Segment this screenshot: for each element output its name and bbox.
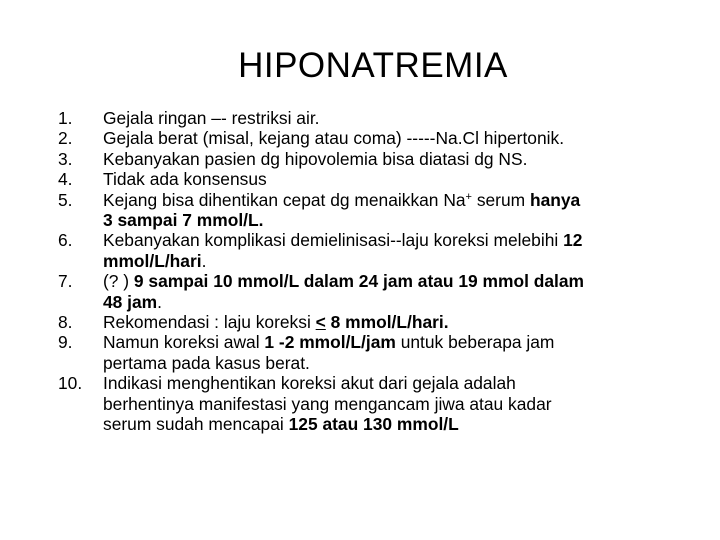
list-item-line xyxy=(103,292,698,312)
text-segment: . xyxy=(157,291,162,312)
list-item-line xyxy=(103,353,698,373)
text-segment: 3 sampai 7 mmol/L. xyxy=(103,210,264,231)
numbered-list xyxy=(58,108,698,435)
text-segment: 125 atau 130 mmol/L xyxy=(288,414,459,435)
list-item-line xyxy=(103,108,698,128)
text-segment: 1 -2 mmol/L/jam xyxy=(264,332,396,353)
list-item-line xyxy=(103,251,698,271)
list-item-number: 3. xyxy=(58,148,73,169)
text-segment: berhentinya manifestasi yang mengancam jiwa atau kadar xyxy=(103,393,552,414)
list-item-text xyxy=(103,149,698,169)
text-segment: mmol/L/hari xyxy=(103,250,202,271)
text-segment: Indikasi menghentikan koreksi akut dari gejala adalah xyxy=(103,373,516,394)
list-item-number: 4. xyxy=(58,169,73,190)
slide-title: HIPONATREMIA xyxy=(238,46,508,85)
list-item-line xyxy=(103,373,698,393)
text-segment: hanya xyxy=(529,189,581,210)
text-segment: Namun koreksi awal xyxy=(103,332,265,353)
list-item-number: 9. xyxy=(58,332,73,353)
list-item-line xyxy=(103,312,698,332)
list-item-text xyxy=(103,190,698,231)
text-segment: pertama pada kasus berat. xyxy=(103,352,310,373)
text-segment: Kebanyakan pasien dg hipovolemia bisa diatasi dg NS. xyxy=(103,148,528,169)
list-item xyxy=(58,332,698,373)
list-item-text xyxy=(103,128,698,148)
text-segment: serum sudah mencapai xyxy=(103,414,289,435)
list-item xyxy=(58,108,698,128)
text-segment: Tidak ada konsensus xyxy=(103,169,267,190)
list-item xyxy=(58,312,698,332)
list-item xyxy=(58,149,698,169)
list-item xyxy=(58,169,698,189)
list-item-line xyxy=(103,210,698,230)
list-item-text xyxy=(103,230,698,271)
text-segment: 9 sampai 10 mmol/L dalam 24 jam atau 19 mmol dalam xyxy=(133,271,585,292)
text-segment: Kebanyakan komplikasi demielinisasi--laju koreksi melebihi xyxy=(103,230,564,251)
text-segment: + xyxy=(465,190,472,203)
list-item-line xyxy=(103,128,698,148)
list-item-number: 1. xyxy=(58,108,73,128)
text-segment: Kejang bisa dihentikan cepat dg menaikkan Na xyxy=(103,189,466,210)
text-segment: (? ) xyxy=(103,271,134,292)
list-item-number: 7. xyxy=(58,271,73,292)
list-item-text xyxy=(103,271,698,312)
list-item-text xyxy=(103,108,698,128)
text-segment: Gejala ringan –- restriksi air. xyxy=(103,108,320,128)
list-item-line xyxy=(103,271,698,291)
list-item-text xyxy=(103,169,698,189)
list-item-line xyxy=(103,169,698,189)
text-segment: < xyxy=(315,312,326,333)
list-item xyxy=(58,128,698,148)
list-item-line xyxy=(103,332,698,352)
text-segment: Gejala berat (misal, kejang atau coma) -----Na.Cl hipertonik. xyxy=(103,128,565,149)
text-segment: Rekomendasi : laju koreksi xyxy=(103,312,316,333)
text-segment: untuk beberapa jam xyxy=(395,332,555,353)
text-segment: 12 xyxy=(563,230,583,251)
list-item-number: 10. xyxy=(58,373,83,394)
list-item-number: 6. xyxy=(58,230,73,251)
list-item xyxy=(58,230,698,271)
list-item-line xyxy=(103,190,698,210)
text-segment: 48 jam xyxy=(103,291,158,312)
list-item xyxy=(58,373,698,434)
text-segment: serum xyxy=(471,189,530,210)
list-item-number: 5. xyxy=(58,189,73,210)
list-item-line xyxy=(103,414,698,434)
list-item-line xyxy=(103,230,698,250)
text-segment: 8 mmol/L/hari. xyxy=(325,312,449,333)
list-item-text xyxy=(103,332,698,373)
list-item xyxy=(58,271,698,312)
list-item-number: 2. xyxy=(58,128,73,149)
list-item-number: 8. xyxy=(58,312,73,333)
list-item xyxy=(58,190,698,231)
list-item-line xyxy=(103,149,698,169)
text-segment: . xyxy=(201,250,207,271)
list-item-text xyxy=(103,312,698,332)
list-item-text xyxy=(103,373,698,434)
list-item-line xyxy=(103,394,698,414)
